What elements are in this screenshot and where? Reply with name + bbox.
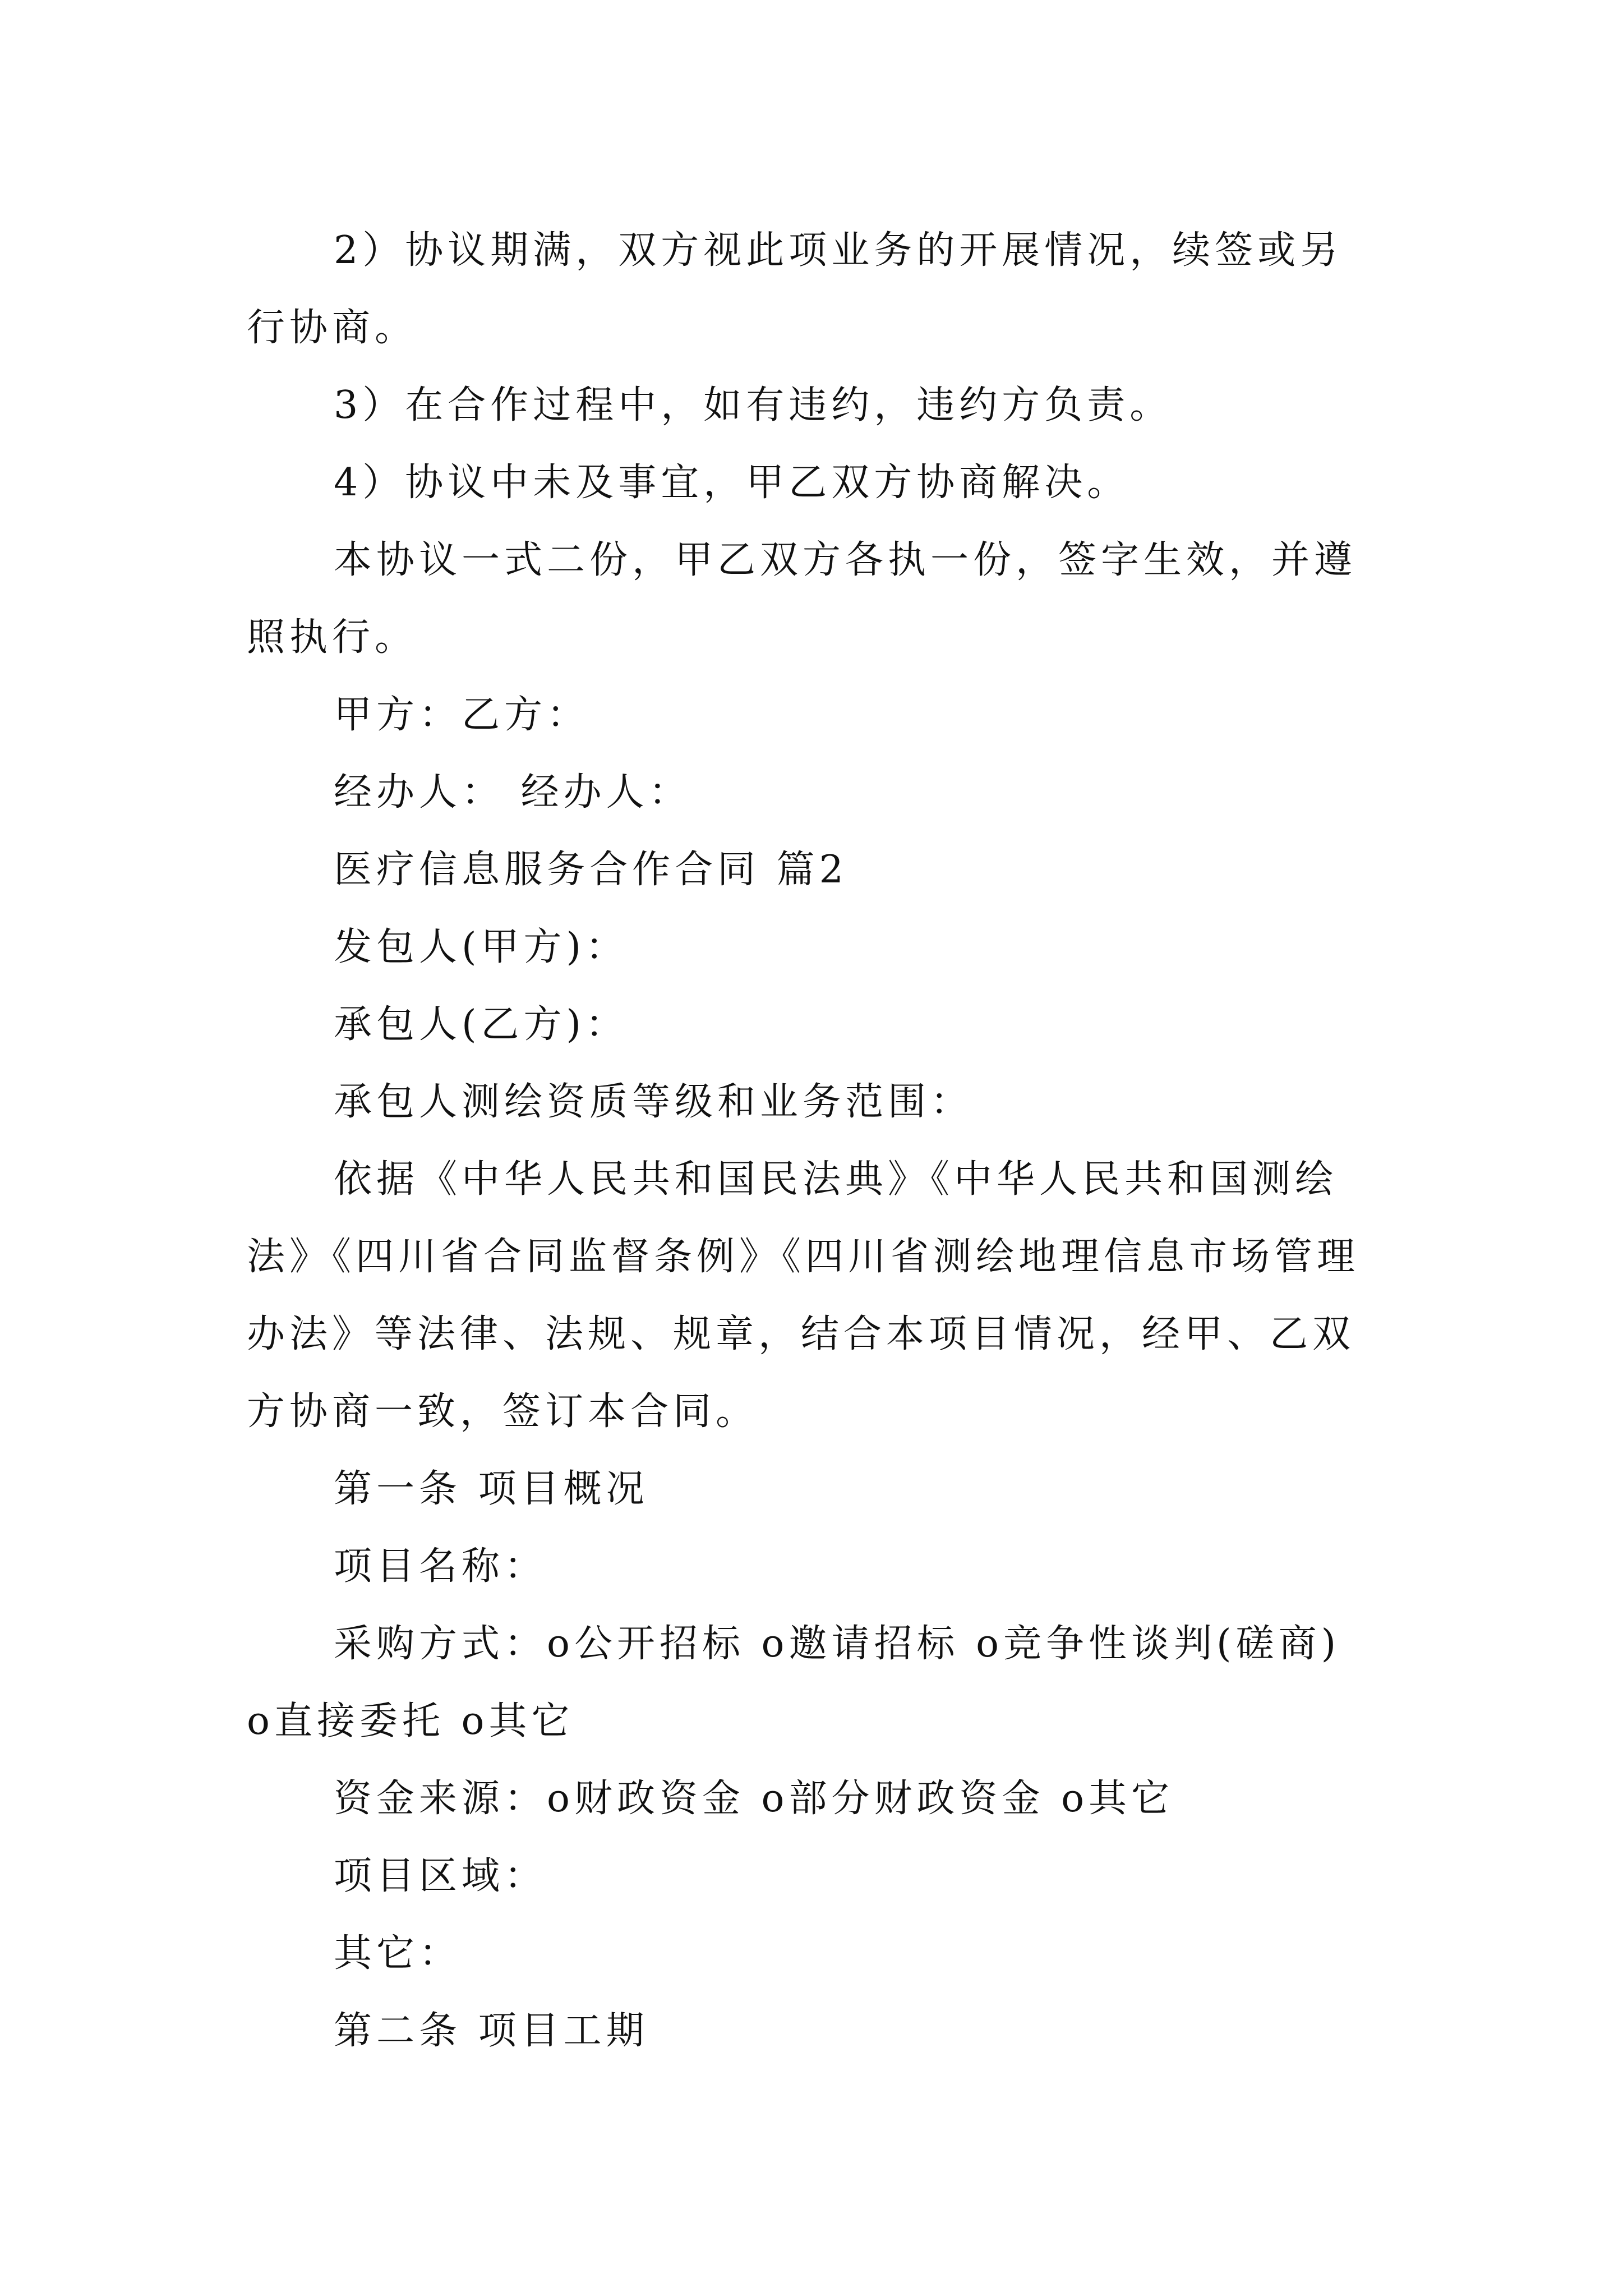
section-title: 医疗信息服务合作合同 篇2: [334, 848, 848, 892]
article-2-heading: 第二条 项目工期: [334, 2009, 649, 2053]
project-area-field: 项目区域：: [334, 1854, 547, 1898]
article-1-heading: 第一条 项目概况: [334, 1467, 649, 1511]
copies-clause: 本协议一式二份，甲乙双方各执一份，签字生效，并遵照执行。: [247, 538, 1357, 660]
legal-basis-paragraph: 依据《中华人民共和国民法典》《中华人民共和国测绘法》《四川省合同监督条例》《四川省测绘地理信息市场管理办法》等法律、法规、规章，结合本项目情况，经甲、乙双方协商一致，签订本合同。: [247, 1157, 1360, 1434]
document-body: [247, 212, 1374, 2070]
qualification-line: 承包人测绘资质等级和业务范围：: [334, 1080, 974, 1124]
party-signature-line: 甲方：乙方：: [334, 693, 590, 737]
funding-source-field: 资金来源：o财政资金 o部分财政资金 o其它: [334, 1777, 1174, 1821]
contractor-party-a: 发包人(甲方)：: [334, 925, 629, 969]
project-name-field: 项目名称：: [334, 1544, 547, 1589]
other-field: 其它：: [334, 1931, 462, 1976]
handler-signature-line: 经办人： 经办人：: [334, 770, 691, 815]
procurement-method-field: 采购方式：o公开招标 o邀请招标 o竞争性谈判(磋商) o直接委托 o其它: [247, 1622, 1341, 1743]
contractor-party-b: 承包人(乙方)：: [334, 1002, 629, 1047]
clause-4-unresolved: 4）协议中未及事宜，甲乙双方协商解决。: [334, 461, 1130, 505]
clause-3-breach: 3）在合作过程中，如有违约，违约方负责。: [334, 383, 1173, 427]
clause-2-renewal: 2）协议期满，双方视此项业务的开展情况，续签或另行协商。: [247, 228, 1343, 350]
